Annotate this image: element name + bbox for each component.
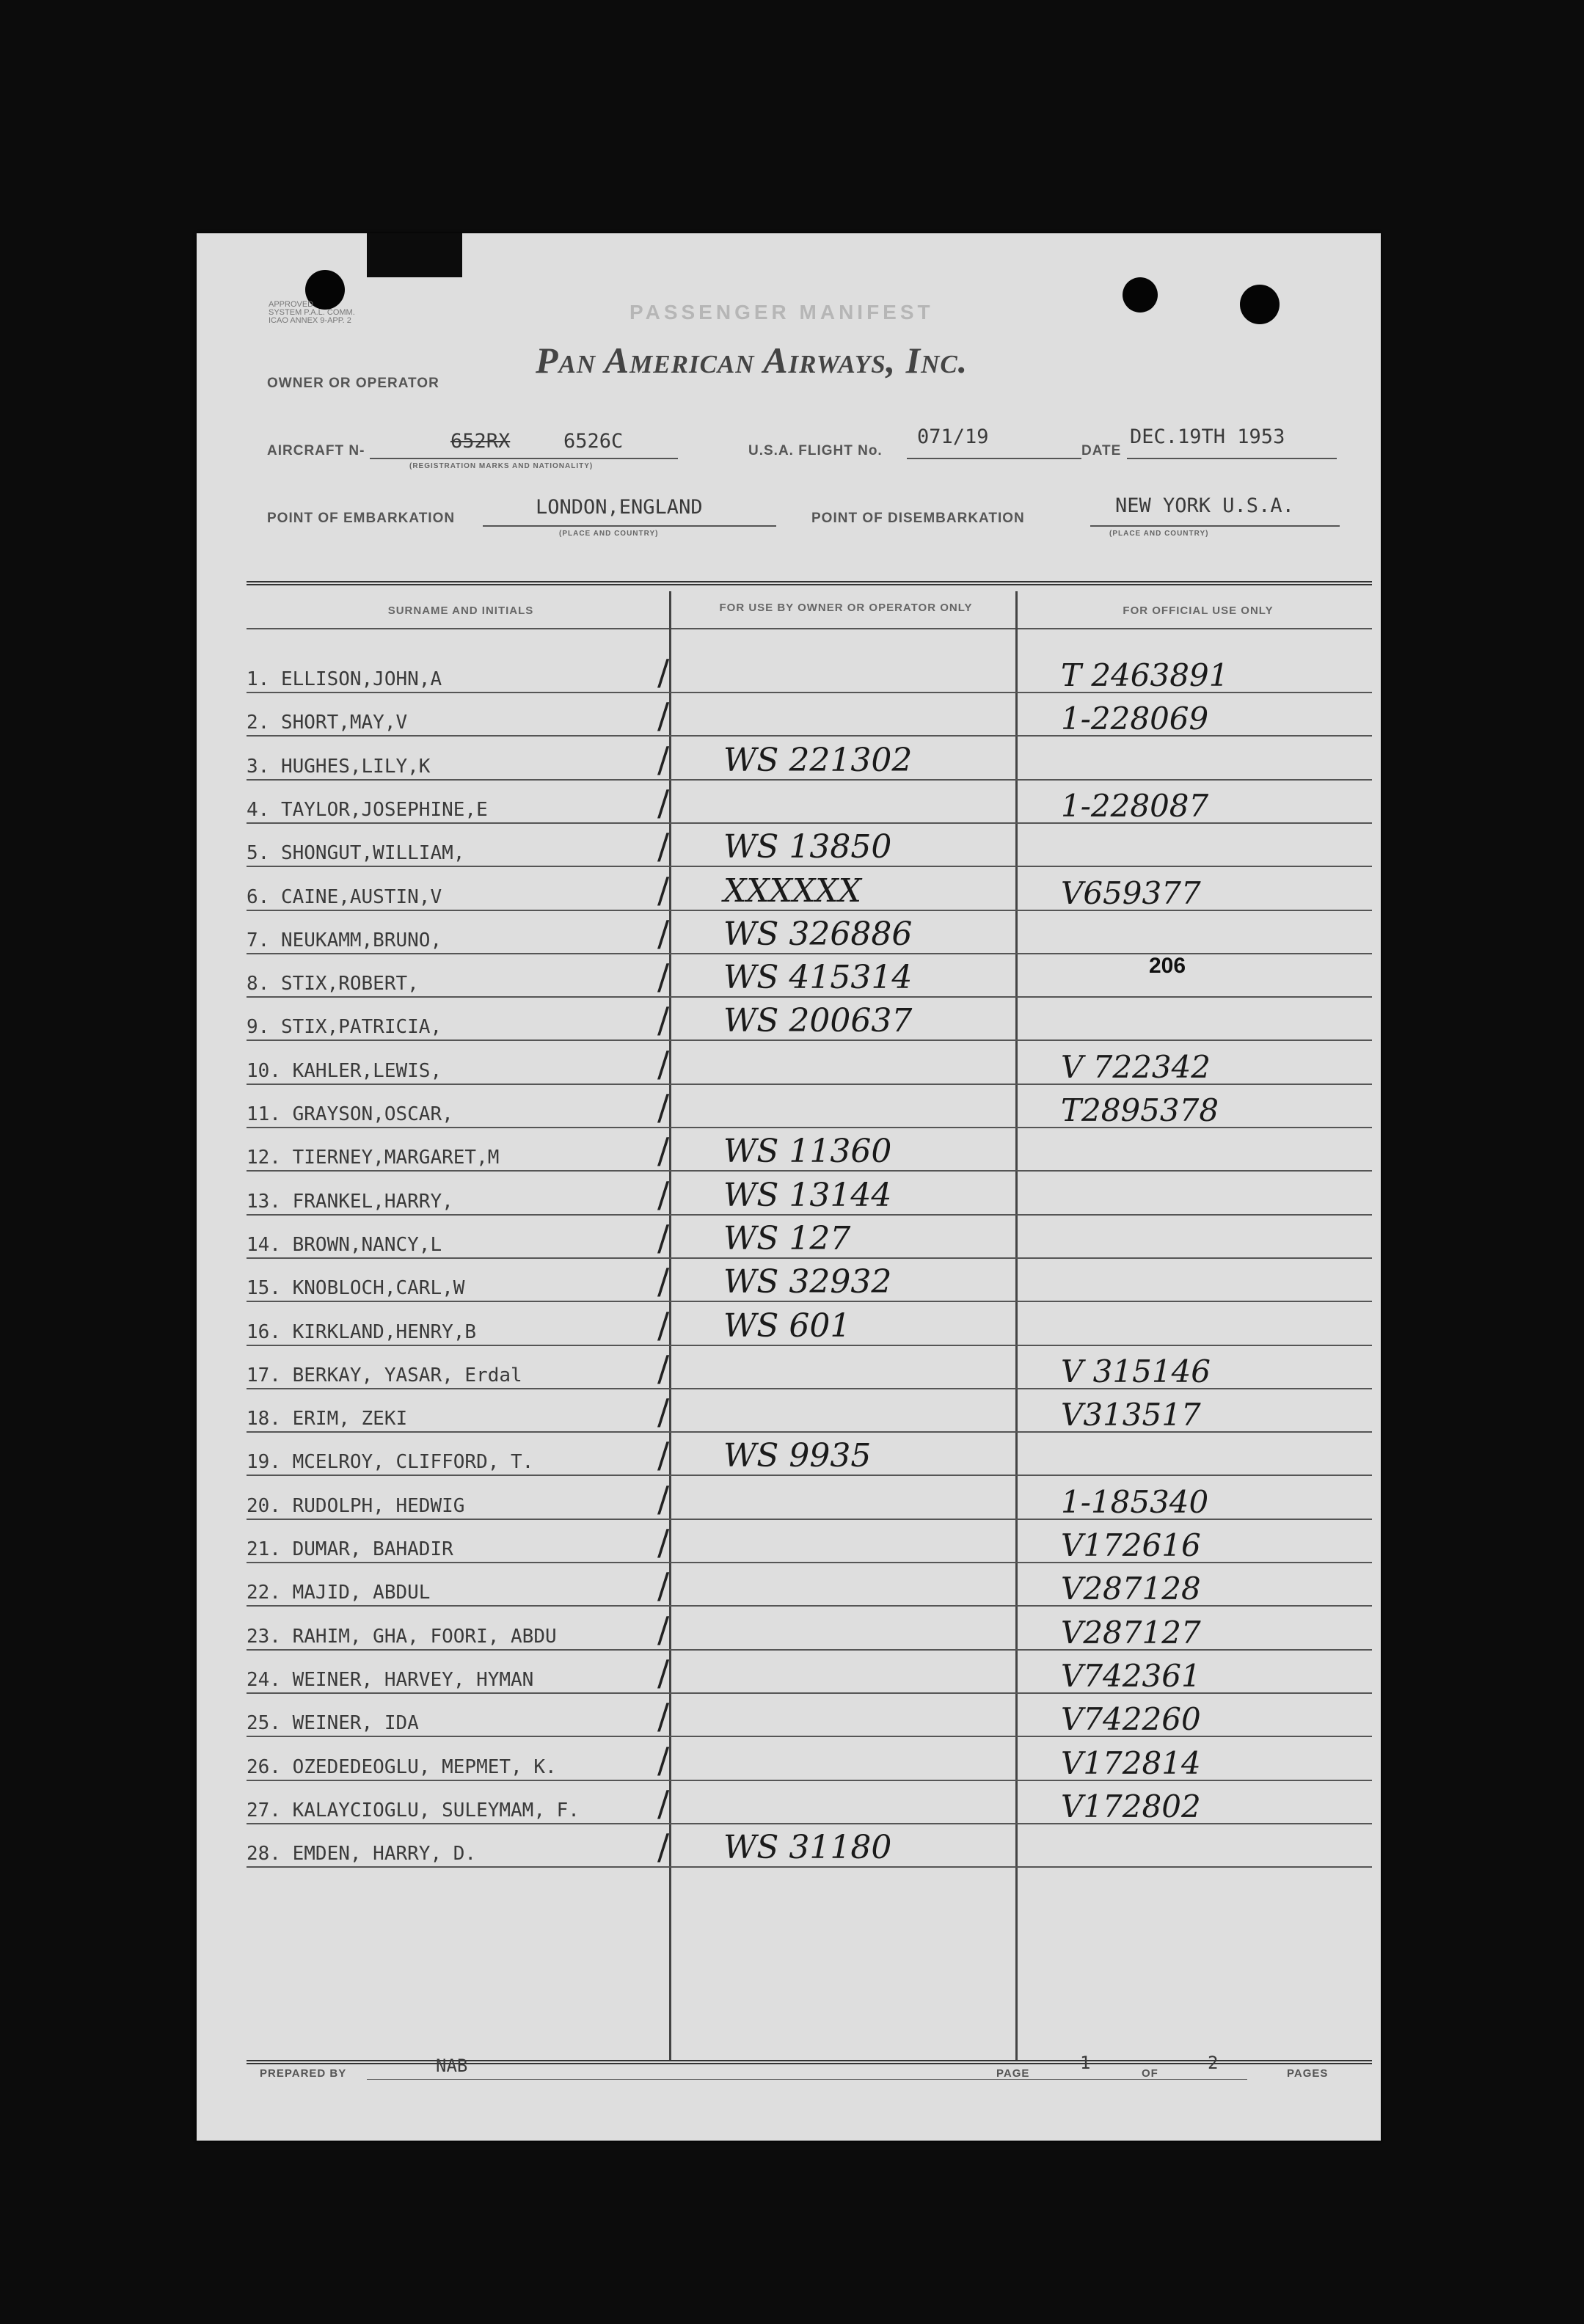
- check-mark-icon: /: [657, 826, 670, 868]
- check-mark-icon: /: [657, 1696, 670, 1738]
- table-header-rule: [247, 628, 1372, 629]
- owner-entry: WS 601: [723, 1307, 851, 1345]
- owner-entry: WS 31180: [723, 1829, 892, 1867]
- passenger-name: 7. NEUKAMM,BRUNO,: [247, 929, 442, 951]
- official-entry: V287127: [1061, 1614, 1201, 1651]
- passenger-name: 3. HUGHES,LILY,K: [247, 755, 431, 778]
- paper-notch: [367, 233, 462, 277]
- check-mark-icon: /: [657, 869, 670, 911]
- check-mark-icon: /: [657, 1522, 670, 1563]
- check-mark-icon: /: [657, 1043, 670, 1085]
- official-entry: V742260: [1061, 1701, 1201, 1738]
- flight-label: U.S.A. FLIGHT No.: [748, 443, 883, 458]
- aircraft-underline: [370, 458, 678, 459]
- official-entry: V313517: [1061, 1397, 1201, 1433]
- prepared-underline: [367, 2079, 1247, 2080]
- passenger-name: 15. KNOBLOCH,CARL,W: [247, 1277, 465, 1300]
- passenger-name: 14. BROWN,NANCY,L: [247, 1233, 442, 1256]
- check-mark-icon: /: [657, 652, 670, 693]
- owner-entry: WS 9935: [723, 1437, 872, 1475]
- passenger-name: 9. STIX,PATRICIA,: [247, 1016, 442, 1039]
- owner-entry: WS 221302: [723, 741, 913, 779]
- table-row: [247, 1259, 1372, 1302]
- table-row: [247, 1346, 1372, 1389]
- passenger-name: 8. STIX,ROBERT,: [247, 973, 419, 995]
- check-mark-icon: /: [657, 1565, 670, 1607]
- check-mark-icon: /: [657, 1827, 670, 1868]
- passenger-name: 1. ELLISON,JOHN,A: [247, 668, 442, 690]
- check-mark-icon: /: [657, 1609, 670, 1651]
- check-mark-icon: /: [657, 913, 670, 954]
- official-entry: V 722342: [1061, 1048, 1211, 1085]
- punch-hole: [1240, 285, 1280, 324]
- check-mark-icon: /: [657, 1435, 670, 1477]
- owner-entry: WS 127: [723, 1219, 851, 1257]
- flight-underline: [907, 458, 1081, 459]
- check-mark-icon: /: [657, 695, 670, 737]
- check-mark-icon: /: [657, 957, 670, 998]
- owner-entry: WS 13144: [723, 1176, 892, 1214]
- owner-entry: WS 11360: [723, 1133, 892, 1171]
- prepared-value: NAB: [436, 2056, 468, 2076]
- passenger-name: 6. CAINE,AUSTIN,V: [247, 885, 442, 908]
- owner-entry: WS 326886: [723, 915, 913, 953]
- official-entry: V659377: [1061, 874, 1201, 911]
- table-row: [247, 1172, 1372, 1216]
- passenger-name: 13. FRANKEL,HARRY,: [247, 1190, 453, 1213]
- official-entry: 1-228087: [1061, 787, 1209, 824]
- table-row: [247, 1477, 1372, 1520]
- embark-value: LONDON,ENGLAND: [536, 496, 703, 519]
- of-label: OF: [1142, 2067, 1158, 2080]
- embark-underline: [483, 525, 776, 527]
- pages-label: PAGES: [1287, 2067, 1329, 2080]
- passenger-name: 28. EMDEN, HARRY, D.: [247, 1843, 477, 1866]
- passenger-name: 25. WEINER, IDA: [247, 1712, 419, 1735]
- table-row: [247, 650, 1372, 693]
- check-mark-icon: /: [657, 1304, 670, 1346]
- official-entry: V287128: [1061, 1571, 1201, 1607]
- check-mark-icon: /: [657, 1217, 670, 1259]
- table-row: [247, 998, 1372, 1041]
- table-bottom-rule: [247, 2060, 1372, 2064]
- table-row: [247, 1389, 1372, 1433]
- table-row: [247, 693, 1372, 737]
- check-mark-icon: /: [657, 739, 670, 781]
- owner-entry: WS 415314: [723, 959, 913, 997]
- prepared-label: PREPARED BY: [260, 2067, 347, 2080]
- passenger-name: 4. TAYLOR,JOSEPHINE,E: [247, 798, 488, 821]
- check-mark-icon: /: [657, 1739, 670, 1781]
- table-row: [247, 1781, 1372, 1824]
- table-row: [247, 824, 1372, 867]
- owner-entry: WS 200637: [723, 1002, 913, 1040]
- owner-label: OWNER OR OPERATOR: [267, 376, 439, 391]
- row-underline: [247, 1866, 1372, 1868]
- of-value: 2: [1208, 2053, 1219, 2073]
- col-owner-header: FOR USE BY OWNER OR OPERATOR ONLY: [719, 602, 973, 614]
- table-row: [247, 1738, 1372, 1781]
- check-mark-icon: /: [657, 1130, 670, 1172]
- check-mark-icon: /: [657, 1000, 670, 1042]
- date-label: DATE: [1081, 443, 1122, 458]
- table-row: [247, 1520, 1372, 1563]
- official-entry: T2895378: [1061, 1092, 1219, 1128]
- official-entry: V172814: [1061, 1744, 1201, 1781]
- aircraft-sublabel: (REGISTRATION MARKS AND NATIONALITY): [409, 462, 594, 470]
- aircraft-label: AIRCRAFT N-: [267, 443, 365, 458]
- date-value: DEC.19TH 1953: [1130, 425, 1285, 448]
- table-row: [247, 1042, 1372, 1085]
- disembark-underline: [1090, 525, 1340, 527]
- table-row: [247, 781, 1372, 824]
- flight-value: 071/19: [917, 425, 989, 448]
- table-row: [247, 1303, 1372, 1346]
- official-entry: T 2463891: [1061, 657, 1229, 693]
- aircraft-struck: 652RX: [450, 430, 511, 453]
- passenger-name: 22. MAJID, ABDUL: [247, 1582, 431, 1604]
- operator-name: Pan American Airways, Inc.: [536, 340, 968, 381]
- table-row: [247, 1563, 1372, 1607]
- check-mark-icon: /: [657, 1348, 670, 1389]
- table-row: [247, 1694, 1372, 1737]
- check-mark-icon: /: [657, 782, 670, 824]
- aircraft-value: 6526C: [563, 430, 624, 453]
- page-value: 1: [1080, 2053, 1091, 2073]
- table-row: [247, 1128, 1372, 1172]
- official-entry: 1-228069: [1061, 701, 1209, 737]
- passenger-name: 16. KIRKLAND,HENRY,B: [247, 1320, 477, 1343]
- passenger-name: 24. WEINER, HARVEY, HYMAN: [247, 1668, 534, 1691]
- table-row: [247, 1216, 1372, 1259]
- table-top-rule: [247, 581, 1372, 585]
- col-official-header: FOR OFFICIAL USE ONLY: [1123, 604, 1274, 617]
- check-mark-icon: /: [657, 1652, 670, 1694]
- owner-entry: XXXXXX: [723, 872, 861, 910]
- date-underline: [1127, 458, 1337, 459]
- table-row: [247, 911, 1372, 954]
- check-mark-icon: /: [657, 1261, 670, 1303]
- passenger-name: 27. KALAYCIOGLU, SULEYMAM, F.: [247, 1799, 580, 1821]
- check-mark-icon: /: [657, 1174, 670, 1216]
- passenger-name: 10. KAHLER,LEWIS,: [247, 1059, 442, 1082]
- approval-line: APPROVED: [269, 300, 314, 309]
- form-title: PASSENGER MANIFEST: [629, 301, 934, 324]
- passenger-name: 2. SHORT,MAY,V: [247, 712, 408, 734]
- passenger-name: 5. SHONGUT,WILLIAM,: [247, 842, 465, 865]
- col-surname-header: SURNAME AND INITIALS: [387, 604, 534, 617]
- official-entry: V 315146: [1061, 1353, 1211, 1389]
- table-row: [247, 954, 1372, 998]
- table-row: [247, 1651, 1372, 1694]
- table-row: [247, 868, 1372, 911]
- passenger-name: 11. GRAYSON,OSCAR,: [247, 1103, 453, 1125]
- punch-hole: [1123, 277, 1158, 313]
- table-row: [247, 737, 1372, 781]
- owner-entry: WS 13850: [723, 828, 892, 866]
- passenger-name: 17. BERKAY, YASAR, Erdal: [247, 1364, 522, 1386]
- approval-note: [269, 301, 386, 325]
- manifest-form: [197, 233, 1381, 2141]
- table-row: [247, 1085, 1372, 1128]
- owner-entry: WS 32932: [723, 1263, 892, 1301]
- passenger-name: 21. DUMAR, BAHADIR: [247, 1538, 453, 1560]
- table-row: [247, 1607, 1372, 1651]
- check-mark-icon: /: [657, 1478, 670, 1520]
- passenger-name: 23. RAHIM, GHA, FOORI, ABDU: [247, 1625, 557, 1648]
- passenger-name: 19. MCELROY, CLIFFORD, T.: [247, 1451, 534, 1474]
- passenger-name: 12. TIERNEY,MARGARET,M: [247, 1147, 500, 1169]
- check-mark-icon: /: [657, 1087, 670, 1128]
- passenger-name: 18. ERIM, ZEKI: [247, 1408, 408, 1430]
- passenger-name: 20. RUDOLPH, HEDWIG: [247, 1494, 465, 1517]
- check-mark-icon: /: [657, 1392, 670, 1433]
- official-entry: V742361: [1061, 1657, 1201, 1694]
- table-row: [247, 1824, 1372, 1868]
- official-entry: V172802: [1061, 1788, 1201, 1824]
- passenger-name: 26. OZEDEDEOGLU, MEPMET, K.: [247, 1755, 557, 1778]
- table-row: [247, 1433, 1372, 1476]
- disembark-value: NEW YORK U.S.A.: [1115, 494, 1294, 517]
- disembark-label: POINT OF DISEMBARKATION: [811, 511, 1025, 526]
- official-entry: 1-185340: [1061, 1483, 1209, 1520]
- approval-line: SYSTEM P.A.L. COMM.: [269, 308, 355, 317]
- embark-label: POINT OF EMBARKATION: [267, 511, 456, 526]
- disembark-sublabel: (PLACE AND COUNTRY): [1109, 530, 1209, 538]
- stamp-number: 206: [1149, 954, 1186, 978]
- check-mark-icon: /: [657, 1783, 670, 1824]
- page-label: PAGE: [996, 2067, 1030, 2080]
- approval-line: ICAO ANNEX 9-APP. 2: [269, 316, 351, 325]
- official-entry: V172616: [1061, 1527, 1201, 1563]
- embark-sublabel: (PLACE AND COUNTRY): [559, 530, 659, 538]
